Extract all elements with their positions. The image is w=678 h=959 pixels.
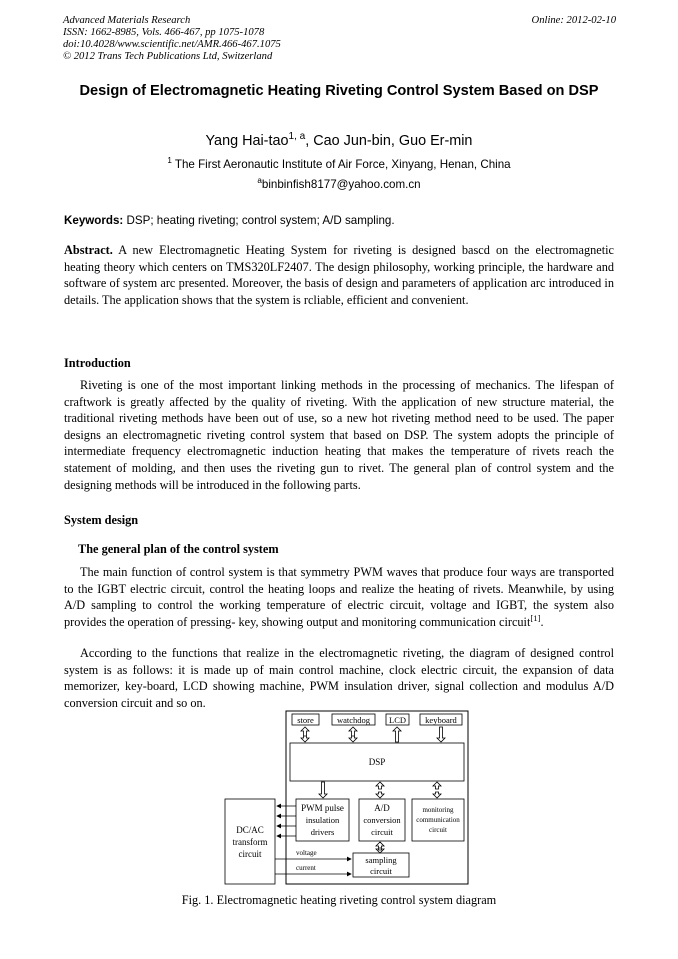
affiliation-sup: 1 — [167, 156, 172, 166]
monitor-label-2: communication — [416, 816, 460, 824]
ad-sampling-arrow — [376, 842, 384, 853]
keywords-label: Keywords: — [64, 214, 124, 227]
dsp-pwm-arrow — [319, 782, 327, 798]
dcac-label-1: DC/AC — [236, 825, 264, 835]
citation-ref: [1] — [530, 612, 541, 623]
keywords — [64, 214, 395, 227]
copyright: © 2012 Trans Tech Publications Ltd, Switzerland — [63, 51, 273, 62]
author-rest: , Cao Jun-bin, Guo Er-min — [305, 133, 473, 149]
introduction-heading: Introduction — [64, 356, 131, 370]
pwm-label-1: PWM pulse — [301, 803, 344, 813]
system-design-para1 — [64, 564, 614, 630]
email-sup: a — [257, 176, 262, 186]
author-first-sup: 1, a — [288, 131, 306, 143]
lcd-arrow — [393, 727, 401, 742]
pwm-label-2: insulation — [305, 815, 340, 825]
doi: doi:10.4028/www.scientific.net/AMR.466-467.1075 — [63, 39, 281, 50]
dcac-box — [225, 799, 275, 884]
abstract-text: A new Electromagnetic Heating System for riveting is designed bascd on the electromagnetic heating theory which centers on TMS320LF2407. The design philosophy, working principle, the hardware and software of system arc presented. Moreover, the basis of design and parameters of application arc introduced in details. The application shows that the system is rcliable, efficient and convenient. — [64, 243, 614, 307]
abstract — [64, 242, 614, 308]
pwm-box — [296, 799, 349, 841]
dsp-label: DSP — [368, 757, 386, 767]
email-text: binbinfish8177@yahoo.com.cn — [261, 178, 421, 191]
sampling-box — [353, 853, 409, 877]
online-date: Online: 2012-02-10 — [531, 15, 616, 26]
issn: ISSN: 1662-8985, Vols. 466-467, pp 1075-1078 — [63, 27, 265, 38]
introduction-text: Riveting is one of the most important linking methods in the processing of mechanics. The lifespan of craftwork is greatly affected by the quality of riveting. With the application of new structure material, the traditional riveting methods have been out of use, so a new hot riveting method need to be used. The paper designs an electromagnetic riveting control system that based on DSP. The system adopts the principle of intermediate frequency electromagnetic induction heating that makes the temperature of rivets reach the statement of molding, and then uses the riveting gun to rivet. The general plan of control system and the designing methods will be introduced in the following parts. — [64, 378, 614, 492]
dsp-box — [290, 743, 464, 781]
authors — [0, 133, 678, 149]
para1-end: . — [540, 614, 544, 629]
store-label: store — [297, 715, 314, 725]
ad-box — [359, 799, 405, 841]
lcd-box — [386, 714, 409, 725]
watchdog-label: watchdog — [336, 715, 371, 725]
system-design-para2: According to the functions that realize in the electromagnetic riveting, the diagram of designed control system is as follows: it is made up of main control machine, clock electric circuit, the expansion of data memorizer, key-board, LCD showing machine, PWM insulation driver, signal collection and modulus A/D conversion circuit and so on. — [64, 646, 614, 710]
pwm-label-3: drivers — [310, 827, 335, 837]
journal-name: Advanced Materials Research — [63, 15, 191, 26]
figure-caption: Fig. 1. Electromagnetic heating riveting control system diagram — [181, 893, 497, 907]
voltage-label: voltage — [296, 849, 317, 857]
email — [0, 178, 678, 191]
dsp-monitor-arrow — [433, 782, 441, 798]
affiliation — [0, 158, 678, 171]
sampling-label-2: circuit — [370, 866, 392, 876]
dsp-ad-arrow — [376, 782, 384, 798]
paper-title: Design of Electromagnetic Heating Riveting Control System Based on DSP — [79, 83, 599, 99]
author-first: Yang Hai-tao — [205, 133, 289, 149]
diagram-frame — [286, 711, 468, 884]
store-box — [292, 714, 319, 725]
sampling-label-1: sampling — [365, 855, 397, 865]
dcac-label-2: transform — [232, 837, 268, 847]
keyboard-box — [420, 714, 462, 725]
para1-text: The main function of control system is that symmetry PWM waves that produce four ways are transported to the IGBT electric circuit, control the heating loops and realize the heating of rivets. Meanwhile, by using A/D sampling to control the working temperature of electric circuit, voltage and IGBT, the system also provides the operation of pressing- key, showing output and monitoring communication circuit — [64, 565, 614, 629]
monitor-label-3: circuit — [429, 826, 447, 834]
abstract-label: Abstract. — [64, 243, 113, 257]
monitor-label-1: monitoring — [422, 806, 454, 814]
store-bidir-arrow — [301, 727, 309, 742]
general-plan-subheading: The general plan of the control system — [78, 542, 279, 556]
lcd-label: LCD — [389, 715, 406, 725]
ad-label-1: A/D — [374, 803, 390, 813]
monitor-box — [412, 799, 464, 841]
watchdog-bidir-arrow — [349, 727, 357, 742]
system-design-heading: System design — [64, 513, 139, 527]
keyboard-label: keyboard — [425, 715, 457, 725]
journal-header — [63, 15, 281, 63]
watchdog-box — [332, 714, 375, 725]
keywords-text: DSP; heating riveting; control system; A/D sampling. — [123, 214, 395, 227]
affiliation-text: The First Aeronautic Institute of Air Force, Xinyang, Henan, China — [171, 158, 511, 171]
ad-label-3: circuit — [371, 827, 393, 837]
ad-label-2: conversion — [363, 815, 401, 825]
keyboard-arrow — [437, 727, 445, 742]
current-label: current — [296, 864, 316, 872]
dcac-label-3: circuit — [238, 849, 262, 859]
